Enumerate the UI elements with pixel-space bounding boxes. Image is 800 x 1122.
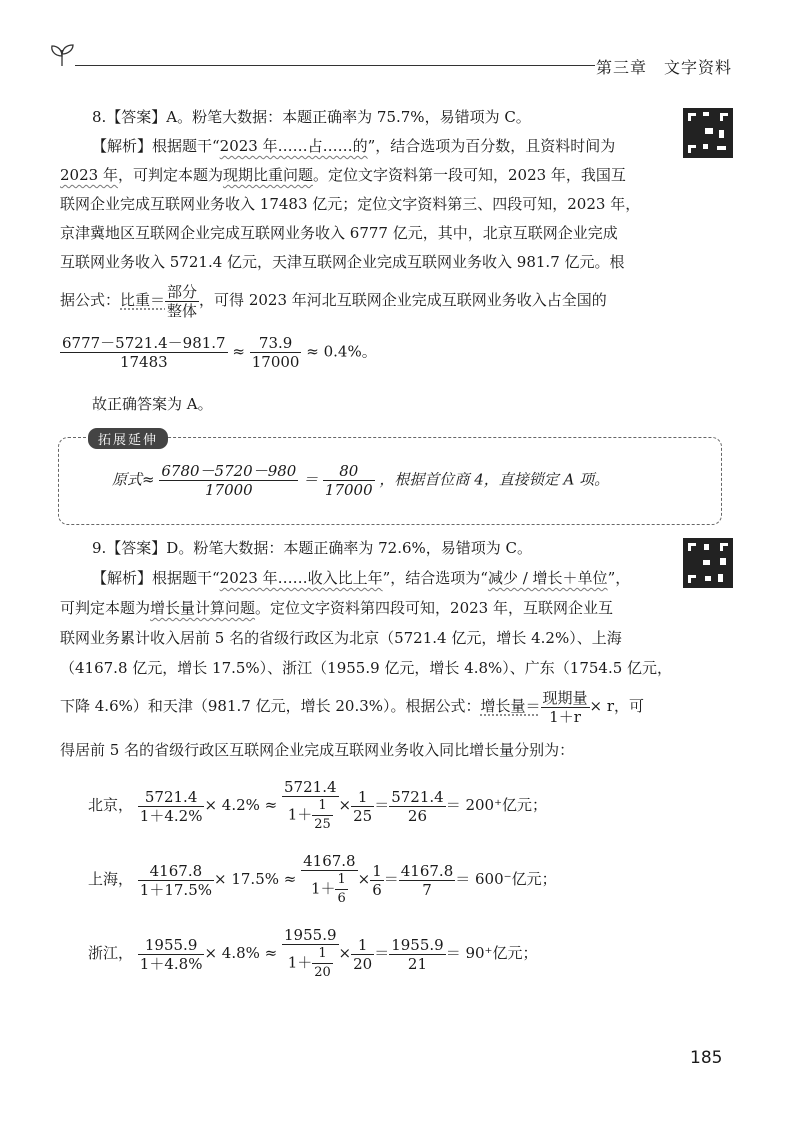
page-number: 185 xyxy=(690,1048,723,1068)
qr-code-icon[interactable] xyxy=(683,108,733,158)
leaf-icon xyxy=(48,42,78,68)
growth-calculation-row: 北京， $\frac{5721.4}{1+4.2\%}$ × 4.2% ≈ 5721.4 1＋ $\frac{1}{25}$ × $\frac{1}{25}$ ＝ $\frac{5721.4}{26}$ ＝ 200⁺亿元； xyxy=(88,778,548,832)
q9-analysis-line-6: 得居前 5 名的省级行政区互联网企业完成互联网业务收入同比增长量分别为： xyxy=(60,741,575,759)
q9-analysis-line-2: 可判定本题为增长量计算问题。定位文字资料第四段可知，2023 年，互联网企业互 xyxy=(60,599,613,617)
ratio-fraction: $\frac{\text{部分}}{\text{整体}}$ xyxy=(167,282,198,320)
q8-analysis-line-4: 京津冀地区互联网企业完成互联网业务收入 6777 亿元，其中，北京互联网企业完成 xyxy=(60,224,618,242)
growth-calculation-row: 上海， $\frac{4167.8}{1+17.5\%}$ × 17.5% ≈ 4167.8 1＋ $\frac{1}{6}$ × $\frac{1}{6}$ ＝ $\frac{4167.8}{7}$ ＝ 600⁻亿元； xyxy=(88,852,557,906)
tip-calculation: 原式≈ $\frac{6780-5720-980}{17000}$ ＝ $\frac{80}{17000}$ ，根据首位商 4，直接锁定 A 项。 xyxy=(112,462,610,499)
q8-analysis-line-5: 互联网业务收入 5721.4 亿元，天津互联网企业完成互联网业务收入 981.7 亿元。根 xyxy=(60,253,625,271)
q8-calculation: $\frac{6777-5721.4-981.7}{17483}$ ≈ $\frac{73.9}{17000}$ ≈ 0.4%。 xyxy=(62,334,377,371)
q8-analysis-line-3: 联网企业完成互联网业务收入 17483 亿元；定位文字资料第三、四段可知，2023 年， xyxy=(60,195,641,213)
tip-label: 拓展延伸 xyxy=(88,428,168,449)
q9-analysis-line-1: 【解析】根据题干“2023 年……收入比上年”，结合选项为“减少 / 增长＋单位”， xyxy=(92,569,631,587)
chapter-title: 第三章 文字资料 xyxy=(596,58,733,77)
q8-conclusion: 故正确答案为 A。 xyxy=(92,395,213,413)
header-rule xyxy=(75,65,595,66)
qr-code-icon[interactable] xyxy=(683,538,733,588)
growth-calculation-row: 浙江， $\frac{1955.9}{1+4.8\%}$ × 4.8% ≈ 1955.9 1＋ $\frac{1}{20}$ × $\frac{1}{20}$ ＝ $\frac{1955.9}{21}$ ＝ 90⁺亿元； xyxy=(88,926,538,980)
q9-answer: 9.【答案】D。粉笔大数据：本题正确率为 72.6%，易错项为 C。 xyxy=(92,539,533,557)
q8-answer: 8.【答案】A。粉笔大数据：本题正确率为 75.7%，易错项为 C。 xyxy=(92,108,531,126)
q8-analysis-line-2: 2023 年，可判定本题为现期比重问题。定位文字资料第一段可知，2023 年，我国互 xyxy=(60,166,626,184)
q9-analysis-line-3: 联网业务累计收入居前 5 名的省级行政区为北京（5721.4 亿元，增长 4.2%）、上海 xyxy=(60,629,622,647)
q9-formula-line: 下降 4.6%）和天津（981.7 亿元，增长 20.3%）。根据公式：增长量＝ $\frac{\text{现期量}}{1+r}$ × r，可 xyxy=(60,688,645,726)
q8-formula-line: 据公式：比重＝ $\frac{\text{部分}}{\text{整体}}$ ，可得 2023 年河北互联网企业完成互联网业务收入占全国的 xyxy=(60,282,607,320)
q9-analysis-line-4: （4167.8 亿元，增长 17.5%）、浙江（1955.9 亿元，增长 4.8%）、广东（1754.5 亿元， xyxy=(60,659,673,677)
growth-fraction: $\frac{\text{现期量}}{1+r}$ xyxy=(542,688,588,726)
q8-analysis-line-1: 【解析】根据题干“2023 年……占……的”，结合选项为百分数，且资料时间为 xyxy=(92,137,616,155)
